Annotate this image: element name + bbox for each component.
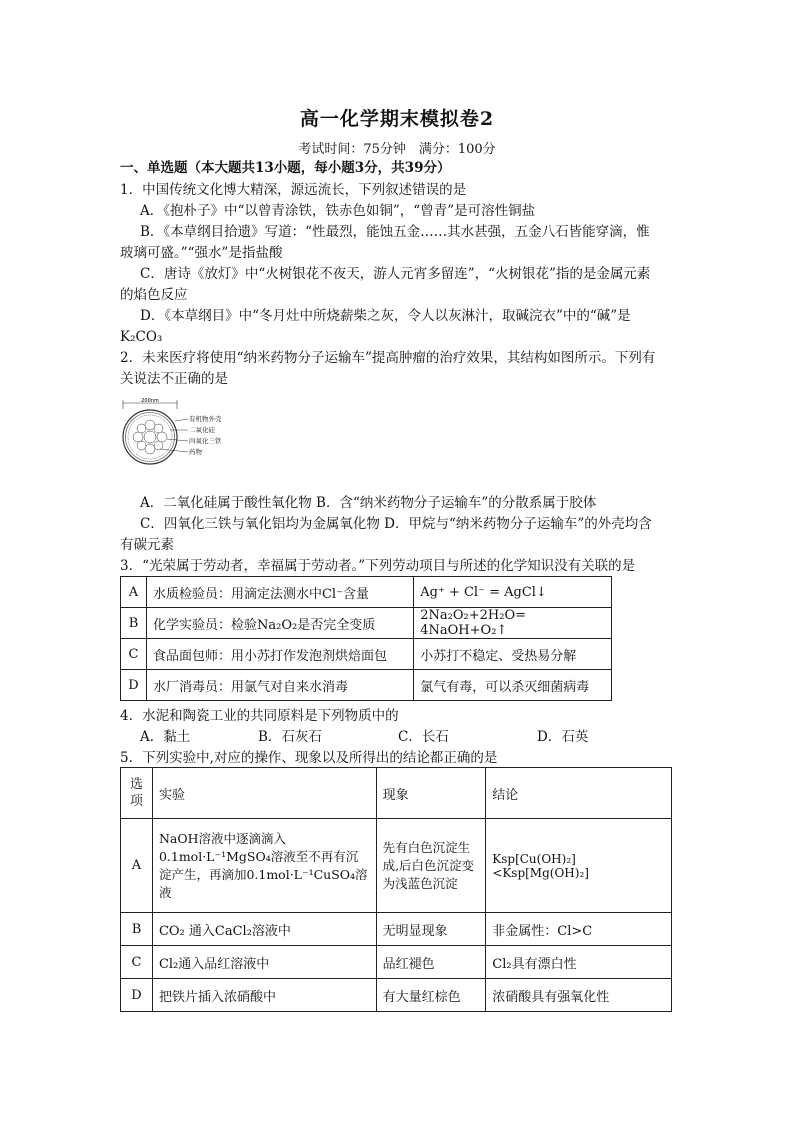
q5-opt: C [121,946,153,979]
table-row [121,608,612,639]
q5-opt: B [121,913,153,946]
q3-stem: 3．“光荣属于劳动者，幸福属于劳动者。”下列劳动项目与所述的化学知识没有关联的是 [120,558,636,574]
q5-table [120,767,672,1012]
figure-label-fe3o4: 四氧化三铁 [189,437,222,445]
q3-item: 水厂消毒员：用氯气对自来水消毒 [146,670,413,701]
q3-chem: Ag⁺ + Cl⁻ = AgCl↓ [414,577,612,608]
q3-item: 水质检验员：用滴定法测水中Cl⁻含量 [146,577,413,608]
q5-header-experiment: 实验 [152,768,376,819]
q4-option-d: D．石英 [537,729,589,745]
page-title: 高一化学期末模拟卷2 [299,108,495,130]
q5-opt: A [121,819,153,913]
q5-header-option: 选项 [121,768,153,819]
q5-exp: NaOH溶液中逐滴滴入0.1mol·L⁻¹MgSO₄溶液至不再有沉淀产生，再滴加0.1mol·L⁻¹CuSO₄溶液 [152,819,376,913]
iron-oxide-particles [133,420,167,454]
q5-phen: 无明显现象 [376,913,486,946]
q4-option-c: C．长石 [398,729,449,745]
q3-opt: C [121,639,147,670]
q4-option-b: B．石灰石 [258,729,322,745]
nano-carrier-figure [120,397,230,477]
exam-meta: 考试时间：75分钟 满分：100分 [298,142,496,157]
q5-concl: Cl₂具有漂白性 [486,946,672,979]
q5-exp: 把铁片插入浓硝酸中 [152,979,376,1012]
table-row [121,913,672,946]
table-row [121,946,672,979]
table-row [121,639,612,670]
q1-stem: 1．中国传统文化博大精深，源远流长，下列叙述错误的是 [120,182,467,198]
q5-header-phenomenon: 现象 [376,768,486,819]
q5-exp: CO₂ 通入CaCl₂溶液中 [152,913,376,946]
q3-opt: B [121,608,147,639]
q2-options-cd-cont: 有碳元素 [120,537,174,553]
table-row [121,979,672,1012]
q5-concl: 非金属性：Cl>C [486,913,672,946]
q1-option-d: D．《本草纲目》中“冬月灶中所烧薪柴之灰，令人以灰淋汁，取碱浣衣”中的“碱”是 [140,308,631,324]
q3-chem: 2Na₂O₂+2H₂O= 4NaOH+O₂↑ [414,608,612,639]
q3-opt: D [121,670,147,701]
q5-concl: Ksp[Cu(OH)₂]<Ksp[Mg(OH)₂] [486,819,672,913]
q5-concl: 浓硝酸具有强氧化性 [486,979,672,1012]
q5-header-conclusion: 结论 [486,768,672,819]
q1-option-c: C．唐诗《放灯》中“火树银花不夜天，游人元宵多留连”，“火树银花”指的是金属元素 [140,266,651,282]
q1-option-a: A．《抱朴子》中“以曾青涂铁，铁赤色如铜”，“曾青”是可溶性铜盐 [140,203,536,219]
q3-item: 化学实验员：检验Na₂O₂是否完全变质 [146,608,413,639]
q4-stem: 4．水泥和陶瓷工业的共同原料是下列物质中的 [120,708,399,724]
q1-option-d-cont: K₂CO₃ [120,329,163,345]
q3-chem: 氯气有毒，可以杀灭细菌病毒 [414,670,612,701]
size-label: 200nm [141,398,159,404]
table-row [121,670,612,701]
q3-chem: 小苏打不稳定、受热易分解 [414,639,612,670]
q2-options-ab: A．二氧化硅属于酸性氧化物 B．含“纳米药物分子运输车”的分散系属于胶体 [140,495,597,511]
q1-option-b: B．《本草纲目拾遗》写道：“性最烈，能蚀五金……其水甚强，五金八石皆能穿滴，惟 [140,224,650,240]
section-heading: 一、单选题（本大题共13小题，每小题3分，共39分） [120,160,451,176]
q3-opt: A [121,577,147,608]
q2-stem-cont: 关说法不正确的是 [120,371,228,387]
table-row [121,577,612,608]
figure-label-drug: 药物 [189,448,202,456]
q1-option-c-cont: 的焰色反应 [120,287,188,303]
q5-phen: 有大量红棕色 [376,979,486,1012]
q1-option-b-cont: 玻璃可盛。”“强水”是指盐酸 [120,245,283,261]
q2-stem: 2．未来医疗将使用“纳米药物分子运输车”提高肿瘤的治疗效果，其结构如图所示。下列有 [120,350,656,366]
q5-stem: 5．下列实验中,对应的操作、现象以及所得出的结论都正确的是 [120,750,498,766]
figure-label-silica: 二氧化硅 [189,426,215,434]
table-row [121,819,672,913]
table-header-row [121,768,672,819]
q3-item: 食品面包师：用小苏打作发泡剂烘焙面包 [146,639,413,670]
q3-table [120,576,612,701]
q5-phen: 先有白色沉淀生成,后白色沉淀变为浅蓝色沉淀 [376,819,486,913]
q5-phen: 品红褪色 [376,946,486,979]
q5-opt: D [121,979,153,1012]
q2-options-cd: C．四氧化三铁与氧化铝均为金属氧化物 D．甲烷与“纳米药物分子运输车”的外壳均含 [140,516,652,532]
q4-option-a: A．黏土 [140,729,191,745]
q5-exp: Cl₂通入品红溶液中 [152,946,376,979]
figure-label-shell: 有机物外壳 [189,415,222,423]
